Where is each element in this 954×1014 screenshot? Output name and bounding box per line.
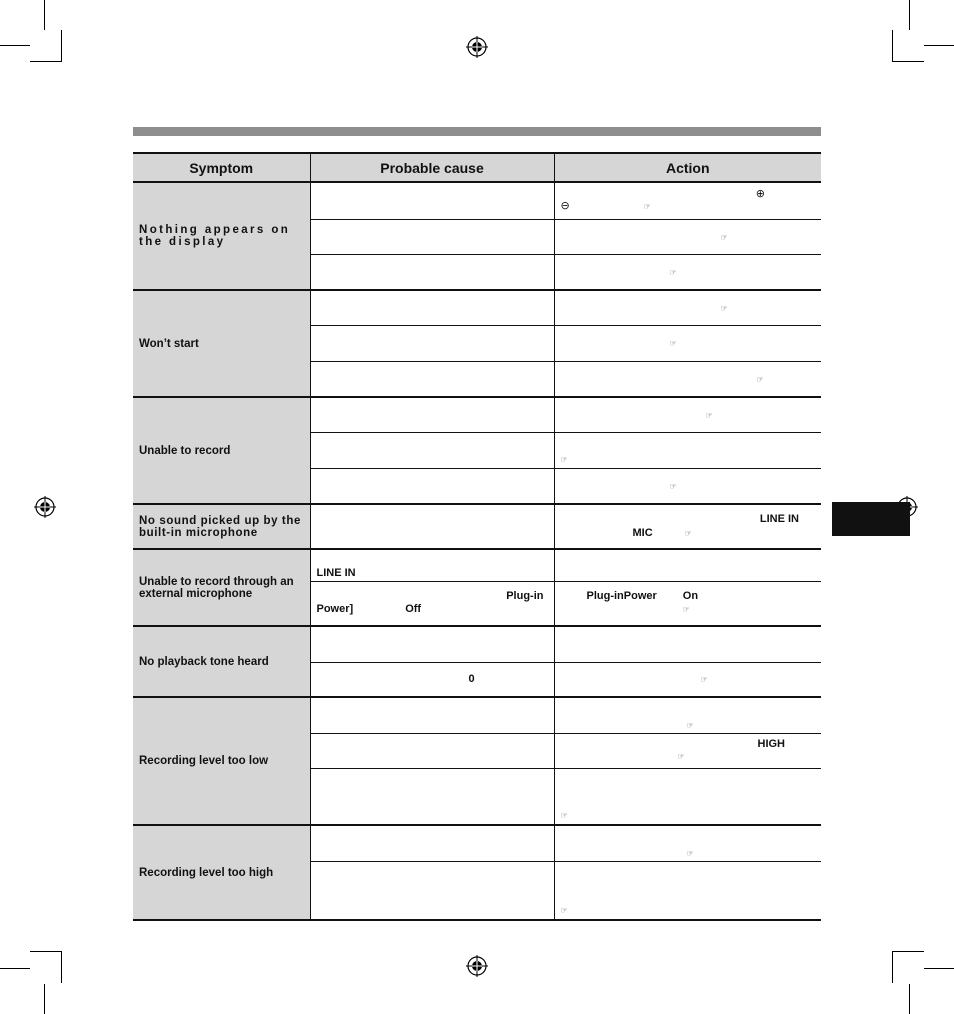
cause-cell [310,468,554,504]
cause-cell [310,626,554,662]
plug-in-power-setting: Power] [316,603,354,616]
page-reference-icon: ☞ [669,481,677,491]
action-cell [554,697,821,733]
cause-cell [310,825,554,861]
page-reference-icon: ☞ [643,202,651,212]
table-header-row [133,153,821,182]
high-setting: HIGH [757,738,785,750]
line-in-setting: LINE IN [759,513,799,525]
cause-cell [310,733,554,768]
page-reference-icon: ☞ [560,454,568,464]
page-reference-icon: ☞ [560,811,568,820]
page-reference-icon: ☞ [700,675,708,685]
action-cell [554,549,821,581]
minus-terminal-icon: ⊖ [560,200,570,213]
mic-setting: MIC [632,527,653,539]
page-reference-icon: ☞ [677,752,685,761]
crop-mark [0,968,30,969]
cause-cell [310,697,554,733]
crop-mark [892,951,893,983]
cause-cell [310,549,554,581]
symptom-cell: Nothing appears on the display [133,182,310,290]
table-row [133,626,821,662]
crop-mark [44,984,45,1014]
off-setting: Off [405,603,422,616]
header-action: Action [554,153,821,182]
action-cell [554,182,821,219]
page-reference-icon: ☞ [720,303,728,313]
on-setting: On [682,590,699,603]
crop-mark [892,30,893,62]
section-header-bar [133,127,821,136]
action-cell [554,504,821,549]
cause-cell [310,290,554,325]
symptom-cell: Recording level too low [133,697,310,825]
symptom-cell: Unable to record through an external microphone [133,549,310,626]
cause-cell [310,397,554,432]
cause-cell [310,581,554,626]
table-row [133,825,821,861]
cause-cell [310,361,554,397]
cause-cell [310,504,554,549]
action-cell [554,581,821,626]
crop-mark [892,61,924,62]
plus-terminal-icon: ⊕ [755,188,765,201]
crop-mark [892,951,924,952]
symptom-cell: Recording level too high [133,825,310,920]
cause-cell [310,254,554,290]
crop-mark [909,0,910,30]
table-row [133,697,821,733]
table-row [133,397,821,432]
action-cell [554,219,821,254]
crop-mark [61,30,62,62]
chapter-tab [832,502,910,536]
page-reference-icon: ☞ [560,906,568,915]
page-reference-icon: ☞ [686,848,694,858]
cause-cell [310,861,554,920]
action-cell [554,825,821,861]
registration-mark-icon [466,36,488,58]
crop-mark [909,984,910,1014]
action-cell [554,432,821,468]
cause-cell [310,325,554,361]
page-reference-icon: ☞ [669,339,677,348]
table-row [133,290,821,325]
registration-mark-icon [34,496,56,518]
cause-cell [310,219,554,254]
symptom-cell: No playback tone heard [133,626,310,697]
crop-mark [61,951,62,983]
cause-cell [310,432,554,468]
crop-mark [924,45,954,46]
page-reference-icon: ☞ [684,529,692,538]
cause-cell [310,182,554,219]
action-cell [554,662,821,697]
symptom-cell: Won’t start [133,290,310,397]
header-symptom: Symptom [133,153,310,182]
table-row [133,182,821,219]
plug-in-power-setting: Plug-in [506,590,544,603]
action-cell [554,397,821,432]
page-reference-icon: ☞ [756,374,764,384]
symptom-cell: Unable to record [133,397,310,504]
page-reference-icon: ☞ [705,410,713,420]
volume-zero-value: 0 [468,673,475,686]
table-row [133,549,821,581]
cause-cell [310,768,554,825]
plug-in-power-setting: Plug-inPower [586,590,657,603]
crop-mark [30,61,62,62]
table-row [133,504,821,549]
action-cell [554,768,821,825]
crop-mark [924,968,954,969]
page-reference-icon: ☞ [682,605,690,615]
action-cell [554,325,821,361]
action-cell [554,733,821,768]
action-cell [554,861,821,920]
header-probable-cause: Probable cause [310,153,554,182]
page-reference-icon: ☞ [669,267,677,277]
cause-cell [310,662,554,697]
action-cell [554,361,821,397]
registration-mark-icon [466,955,488,977]
page-reference-icon: ☞ [720,232,728,242]
crop-mark [44,0,45,30]
crop-mark [0,45,30,46]
symptom-cell: No sound picked up by the built-in microphone [133,504,310,549]
action-cell [554,468,821,504]
action-cell [554,626,821,662]
crop-mark [30,951,62,952]
action-cell [554,290,821,325]
page-reference-icon: ☞ [686,720,694,730]
troubleshooting-table [133,152,821,921]
line-in-setting: LINE IN [316,566,356,579]
action-cell [554,254,821,290]
